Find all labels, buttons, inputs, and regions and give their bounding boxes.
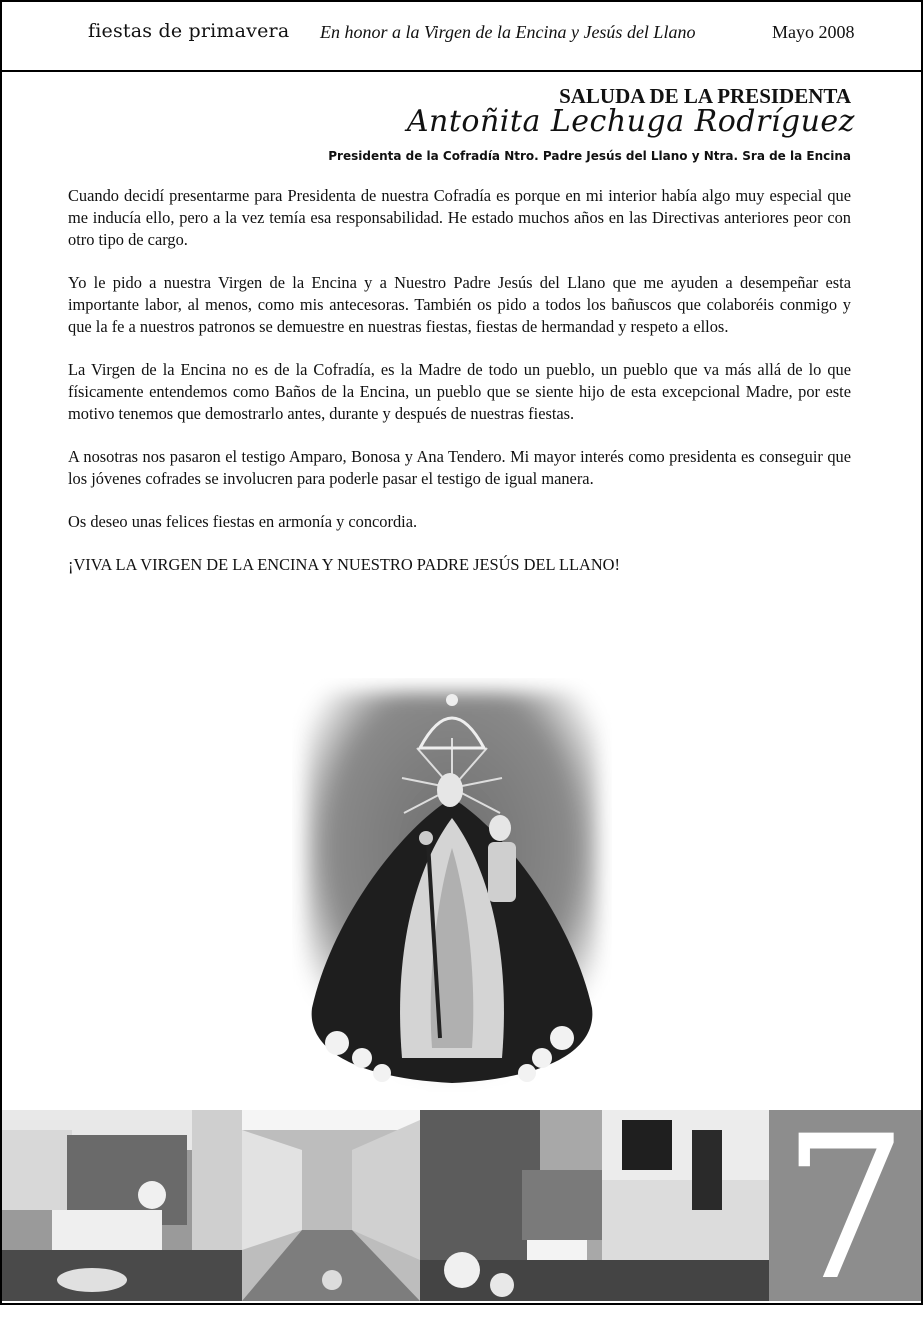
street-photo-3 [420, 1110, 769, 1301]
publication-brand: fiestas de primavera [88, 20, 290, 42]
header-date: Mayo 2008 [772, 22, 855, 42]
paragraph: Os deseo unas felices fiestas en armonía y concordia. [68, 512, 418, 531]
header-dedication: En honor a la Virgen de la Encina y Jesús del Llano [320, 22, 696, 42]
street-photo-2 [242, 1110, 420, 1301]
page-header [0, 0, 923, 72]
article-title: SALUDA DE LA PRESIDENTA [559, 84, 851, 108]
paragraph: La Virgen de la Encina no es de la Cofradía, es la Madre de todo un pueblo, un pueblo que va más allá de lo que físicamente entendemos como Baños de la Encina, un pueblo que se siente hijo de esta excepcional Madre, por este motivo tenemos que demostrarlo antes, durante y después de nuestras fiestas. [68, 360, 851, 423]
paragraph: Cuando decidí presentarme para Presidenta de nuestra Cofradía es porque en mi interior había algo muy especial que me inducía ello, pero a la vez temía esa responsabilidad. He estado muchos años en las Directivas anteriores peor con otro tipo de cargo. [68, 186, 851, 249]
page-number-box [769, 1093, 921, 1324]
author-role: Presidenta de la Cofradía Ntro. Padre Jesús del Llano y Ntra. Sra de la Encina [328, 149, 851, 163]
page-number: 7 [782, 1093, 908, 1324]
article-author: Antoñita Lechuga Rodríguez [406, 104, 855, 139]
paragraph: Yo le pido a nuestra Virgen de la Encina y a Nuestro Padre Jesús del Llano que me ayuden a desempeñar esta importante labor, al menos, como mis antecesoras. También os pido a todos los bañuscos que colaboréis conmigo y que la fe a nuestros patronos se demuestre en nuestras fiestas, fiestas de hermandad y respeto a ellos. [68, 273, 851, 336]
paragraph: A nosotras nos pasaron el testigo Amparo, Bonosa y Ana Tendero. Mi mayor interés como presidenta es conseguir que los jóvenes cofrades se involucren para poderle pasar el testigo de igual manera. [68, 447, 851, 488]
street-photo-1 [2, 1110, 242, 1301]
article-body [68, 185, 851, 597]
closing-exclamation: ¡VIVA LA VIRGEN DE LA ENCINA Y NUESTRO PADRE JESÚS DEL LLANO! [68, 555, 620, 574]
street-photos-strip [2, 1110, 769, 1301]
virgin-statue-photo [292, 678, 612, 1093]
